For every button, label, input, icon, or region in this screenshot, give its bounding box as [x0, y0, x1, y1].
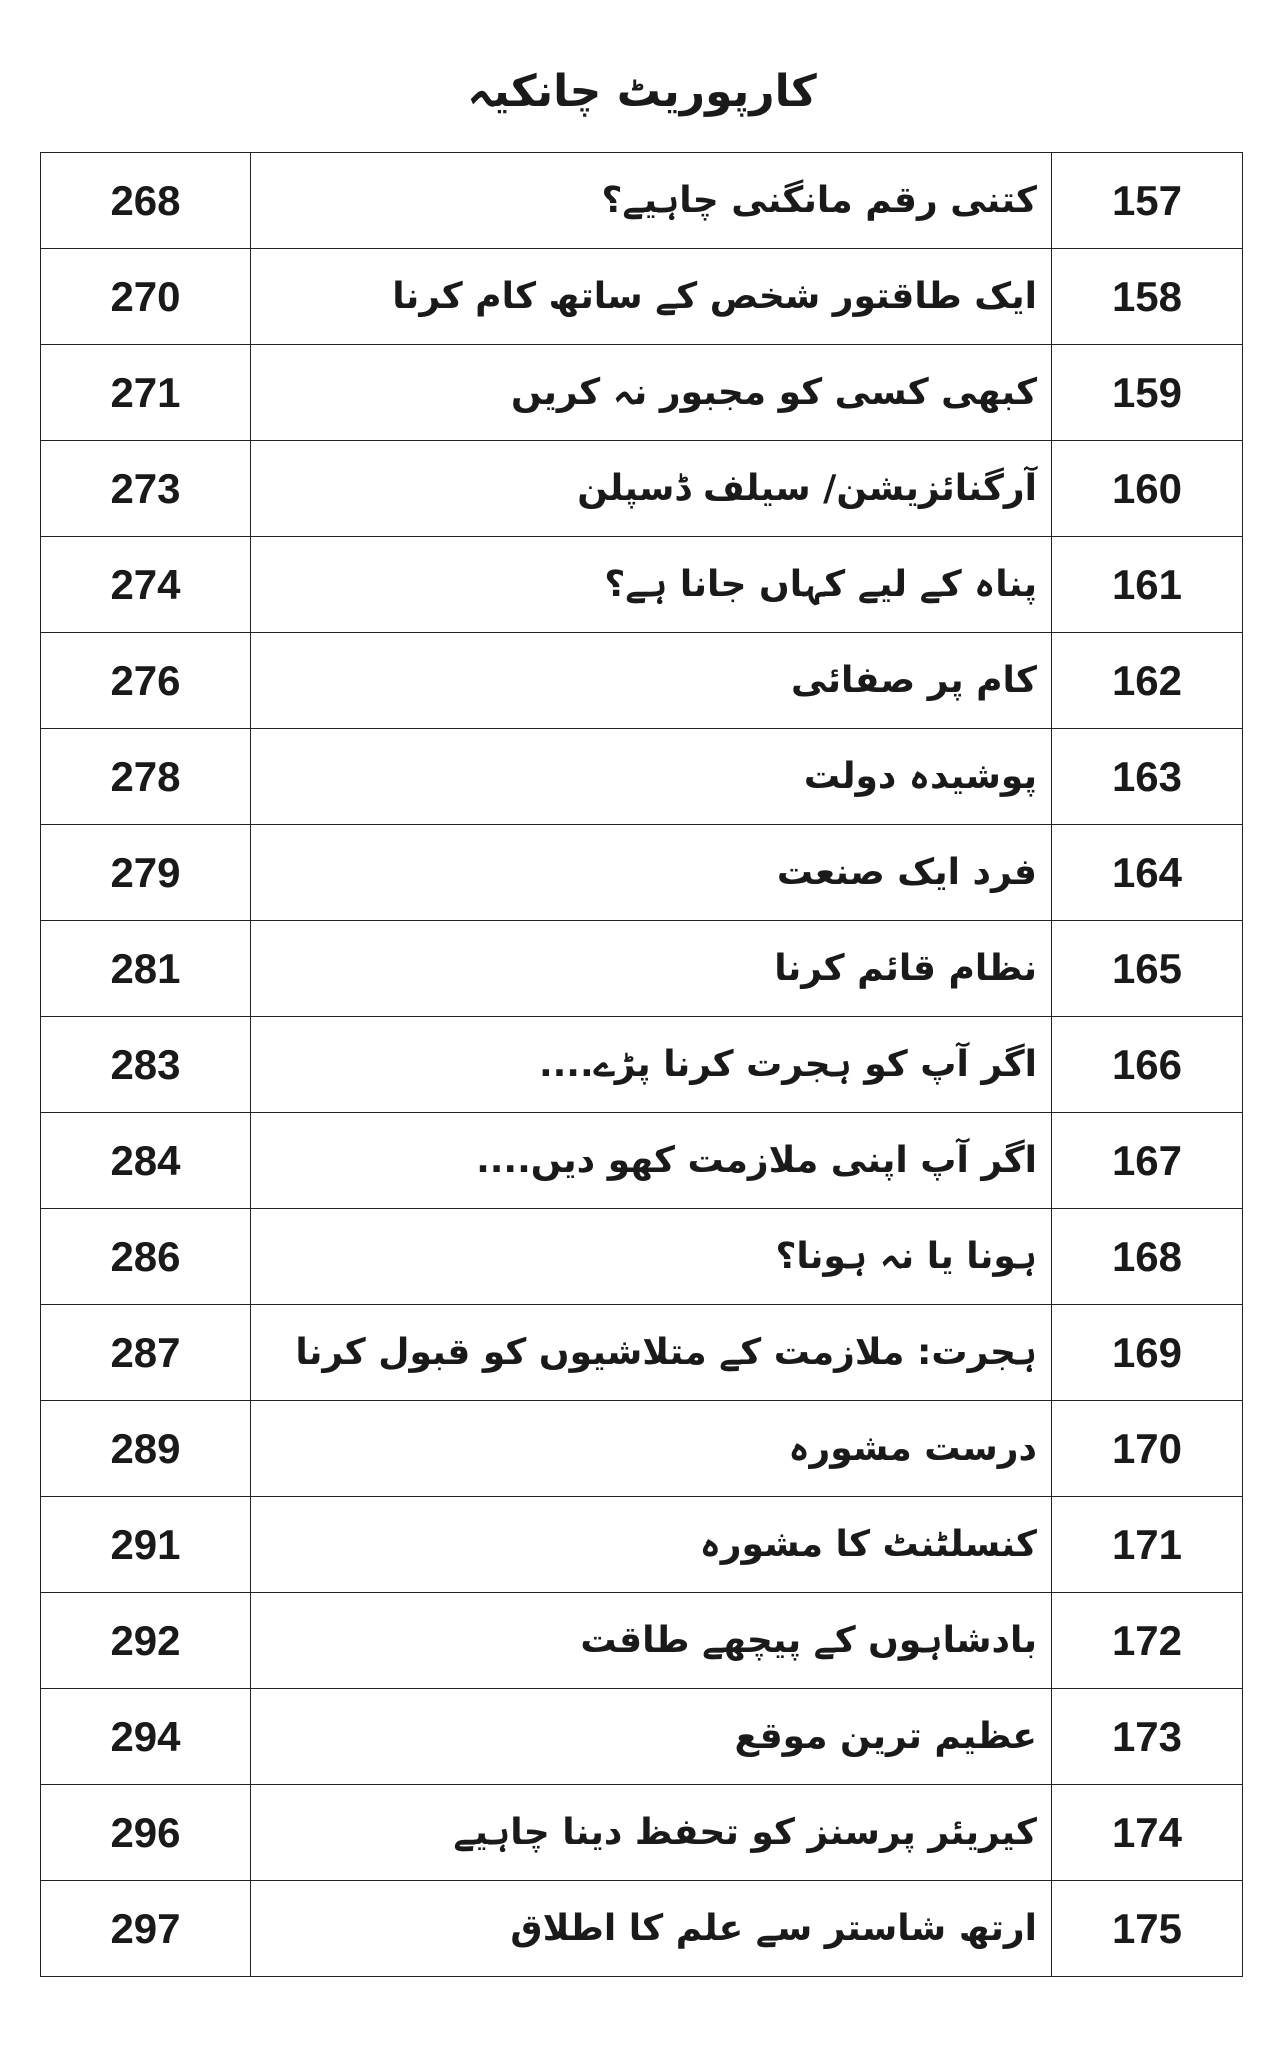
chapter-number: 167 [1052, 1113, 1243, 1209]
chapter-number: 163 [1052, 729, 1243, 825]
chapter-number: 158 [1052, 249, 1243, 345]
page-number: 294 [41, 1689, 251, 1785]
chapter-number: 165 [1052, 921, 1243, 1017]
chapter-number: 161 [1052, 537, 1243, 633]
chapter-title: ہونا یا نہ ہونا؟ [251, 1209, 1052, 1305]
chapter-title: فرد ایک صنعت [251, 825, 1052, 921]
page-number: 278 [41, 729, 251, 825]
chapter-title: کام پر صفائی [251, 633, 1052, 729]
chapter-title: عظیم ترین موقع [251, 1689, 1052, 1785]
chapter-number: 164 [1052, 825, 1243, 921]
chapter-title: اگر آپ اپنی ملازمت کھو دیں.... [251, 1113, 1052, 1209]
page-number: 279 [41, 825, 251, 921]
page-number: 276 [41, 633, 251, 729]
table-row [41, 1209, 1243, 1305]
page-number: 284 [41, 1113, 251, 1209]
page-number: 291 [41, 1497, 251, 1593]
page-number: 286 [41, 1209, 251, 1305]
chapter-number: 171 [1052, 1497, 1243, 1593]
chapter-number: 159 [1052, 345, 1243, 441]
chapter-title: نظام قائم کرنا [251, 921, 1052, 1017]
page-number: 274 [41, 537, 251, 633]
page-number: 270 [41, 249, 251, 345]
chapter-number: 170 [1052, 1401, 1243, 1497]
table-row [41, 249, 1243, 345]
chapter-title: بادشاہوں کے پیچھے طاقت [251, 1593, 1052, 1689]
page-number: 268 [41, 153, 251, 249]
table-row [41, 825, 1243, 921]
page-number: 281 [41, 921, 251, 1017]
chapter-title: ہجرت: ملازمت کے متلاشیوں کو قبول کرنا [251, 1305, 1052, 1401]
table-row [41, 921, 1243, 1017]
table-row [41, 729, 1243, 825]
chapter-title: آرگنائزیشن/ سیلف ڈسپلن [251, 441, 1052, 537]
page-title: کارپوریٹ چانکیہ [467, 66, 817, 117]
page-number: 283 [41, 1017, 251, 1113]
table-row [41, 633, 1243, 729]
table-row [41, 1689, 1243, 1785]
chapter-title: ایک طاقتور شخص کے ساتھ کام کرنا [251, 249, 1052, 345]
table-row [41, 1401, 1243, 1497]
chapter-title: اگر آپ کو ہجرت کرنا پڑے.... [251, 1017, 1052, 1113]
page-number: 271 [41, 345, 251, 441]
chapter-number: 175 [1052, 1881, 1243, 1977]
chapter-number: 157 [1052, 153, 1243, 249]
chapter-title: کتنی رقم مانگنی چاہیے؟ [251, 153, 1052, 249]
chapter-number: 174 [1052, 1785, 1243, 1881]
table-row [41, 1497, 1243, 1593]
page-number: 287 [41, 1305, 251, 1401]
chapter-number: 162 [1052, 633, 1243, 729]
table-row [41, 153, 1243, 249]
chapter-title: کبھی کسی کو مجبور نہ کریں [251, 345, 1052, 441]
chapter-title: پناہ کے لیے کہاں جانا ہے؟ [251, 537, 1052, 633]
chapter-number: 173 [1052, 1689, 1243, 1785]
chapter-number: 168 [1052, 1209, 1243, 1305]
chapter-title: کیریئر پرسنز کو تحفظ دینا چاہیے [251, 1785, 1052, 1881]
page-number: 289 [41, 1401, 251, 1497]
chapter-title: ارتھ شاستر سے علم کا اطلاق [251, 1881, 1052, 1977]
table-of-contents [40, 152, 1243, 1977]
chapter-number: 166 [1052, 1017, 1243, 1113]
chapter-title: درست مشورہ [251, 1401, 1052, 1497]
page-number: 292 [41, 1593, 251, 1689]
chapter-title: کنسلٹنٹ کا مشورہ [251, 1497, 1052, 1593]
page-number: 297 [41, 1881, 251, 1977]
chapter-number: 160 [1052, 441, 1243, 537]
page-number: 273 [41, 441, 251, 537]
page-number: 296 [41, 1785, 251, 1881]
chapter-title: پوشیدہ دولت [251, 729, 1052, 825]
chapter-number: 169 [1052, 1305, 1243, 1401]
table-row [41, 537, 1243, 633]
table-row [41, 1305, 1243, 1401]
table-row [41, 345, 1243, 441]
table-row [41, 1785, 1243, 1881]
table-row [41, 1017, 1243, 1113]
table-row [41, 441, 1243, 537]
table-row [41, 1593, 1243, 1689]
chapter-number: 172 [1052, 1593, 1243, 1689]
table-row [41, 1113, 1243, 1209]
table-row [41, 1881, 1243, 1977]
